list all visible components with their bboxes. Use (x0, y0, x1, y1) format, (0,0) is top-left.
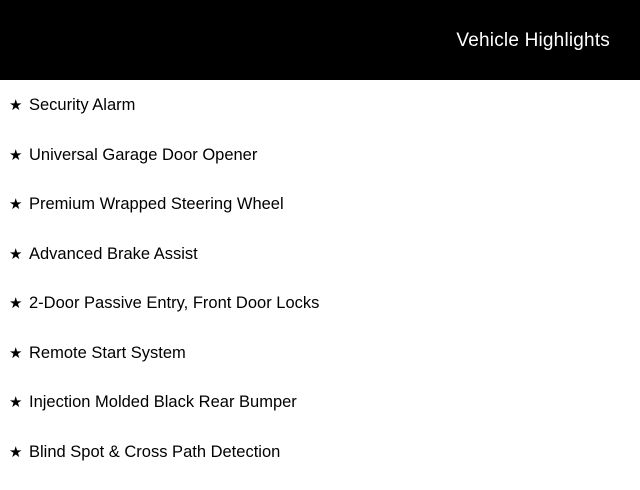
star-icon: ★ (9, 94, 29, 117)
highlights-list (0, 80, 640, 490)
list-item-label: Universal Garage Door Opener (29, 144, 257, 166)
list-item (0, 441, 640, 490)
star-icon: ★ (9, 441, 29, 464)
list-item (0, 292, 640, 342)
star-icon: ★ (9, 342, 29, 365)
list-item (0, 342, 640, 392)
list-item (0, 391, 640, 441)
star-icon: ★ (9, 144, 29, 167)
list-item-label: Blind Spot & Cross Path Detection (29, 441, 280, 463)
star-icon: ★ (9, 292, 29, 315)
list-item-label: Remote Start System (29, 342, 186, 364)
list-item (0, 193, 640, 243)
list-item-label: Advanced Brake Assist (29, 243, 198, 265)
star-icon: ★ (9, 193, 29, 216)
page-header (0, 0, 640, 80)
list-item (0, 94, 640, 144)
list-item (0, 144, 640, 194)
list-item-label: Security Alarm (29, 94, 135, 116)
star-icon: ★ (9, 391, 29, 414)
page-title: Vehicle Highlights (456, 31, 610, 50)
list-item (0, 243, 640, 293)
list-item-label: Premium Wrapped Steering Wheel (29, 193, 284, 215)
list-item-label: 2-Door Passive Entry, Front Door Locks (29, 292, 319, 314)
star-icon: ★ (9, 243, 29, 266)
list-item-label: Injection Molded Black Rear Bumper (29, 391, 297, 413)
